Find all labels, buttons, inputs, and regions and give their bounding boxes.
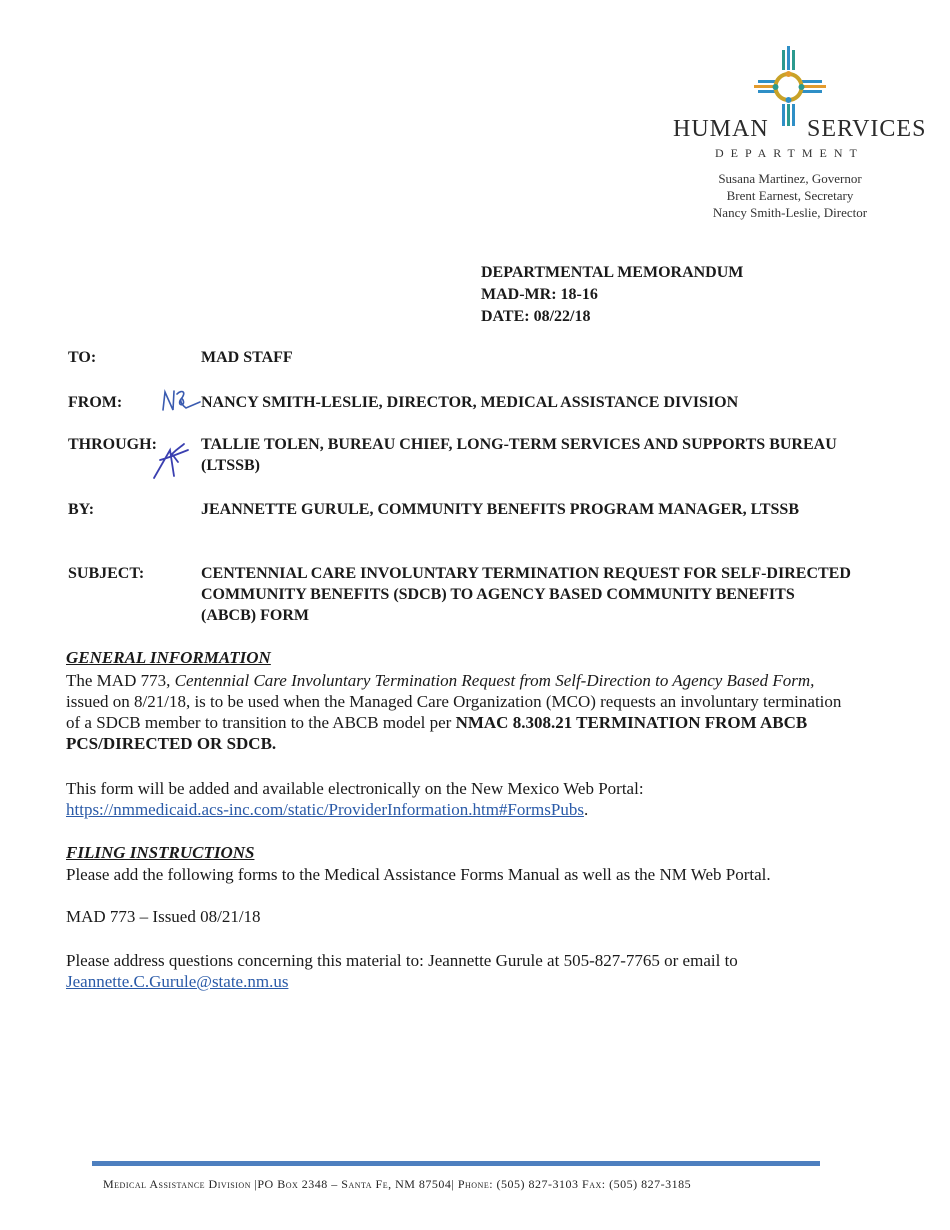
official-governor: Susana Martinez, Governor bbox=[718, 171, 862, 186]
through-label: THROUGH: bbox=[68, 436, 157, 453]
general-p1-middle: issued on 8/21/18, is to be used when the Managed Care Organization (MCO) requests an involuntary termination of a SDCB member to transition to the ABCB model per bbox=[66, 692, 842, 732]
footer-divider bbox=[92, 1161, 820, 1166]
memo-number-label: MAD-MR: bbox=[481, 286, 561, 303]
web-portal-text: This form will be added and available electronically on the New Mexico Web Portal: bbox=[66, 779, 644, 798]
subject-value: CENTENNIAL CARE INVOLUNTARY TERMINATION REQUEST FOR SELF-DIRECTED COMMUNITY BENEFITS (SDCB) TO AGENCY BASED COMMUNITY BENEFITS (ABCB) FORM bbox=[201, 565, 851, 624]
filing-instructions-text: Please add the following forms to the Medical Assistance Forms Manual as well as the NM Web Portal. bbox=[66, 865, 771, 884]
filing-instructions-heading: FILING INSTRUCTIONS bbox=[66, 843, 255, 862]
form-issued-line: MAD 773 – Issued 08/21/18 bbox=[66, 907, 261, 926]
web-portal-link[interactable]: https://nmmedicaid.acs-inc.com/static/ProviderInformation.htm#FormsPubs bbox=[66, 800, 584, 819]
memo-type: DEPARTMENTAL MEMORANDUM bbox=[481, 264, 744, 281]
through-initials-signature bbox=[152, 440, 192, 482]
brand-subtitle: DEPARTMENT bbox=[715, 146, 864, 160]
general-p1-start: The MAD 773, bbox=[66, 671, 175, 690]
contact-text: Please address questions concerning this material to: Jeannette Gurule at 505-827-7765 or email to bbox=[66, 951, 738, 970]
memo-number: 18-16 bbox=[560, 286, 598, 303]
web-portal-period: . bbox=[583, 800, 589, 819]
contact-paragraph bbox=[66, 950, 856, 992]
official-director: Nancy Smith-Leslie, Director bbox=[712, 205, 868, 220]
memo-heading bbox=[481, 262, 743, 328]
general-information-paragraph bbox=[66, 670, 856, 754]
from-label: FROM: bbox=[68, 394, 123, 411]
hsd-logo bbox=[670, 46, 927, 166]
general-information-heading: GENERAL INFORMATION bbox=[66, 648, 271, 667]
through-value: TALLIE TOLEN, BUREAU CHIEF, LONG-TERM SERVICES AND SUPPORTS BUREAU (LTSSB) bbox=[201, 436, 837, 474]
official-secretary: Brent Earnest, Secretary bbox=[726, 188, 854, 203]
contact-email-link[interactable]: Jeannette.C.Gurule@state.nm.us bbox=[66, 972, 289, 991]
to-label: TO: bbox=[68, 349, 97, 366]
to-value: MAD STAFF bbox=[201, 349, 293, 366]
footer-address: Medical Assistance Division |PO Box 2348 – Santa Fe, NM 87504| Phone: (505) 827-3103 Fax: (505) 827-3185 bbox=[103, 1177, 692, 1191]
nmac-reference: NMAC 8.308.21 TERMINATION FROM ABCB PCS/DIRECTED OR SDCB. bbox=[66, 713, 808, 753]
brand-left: HUMAN bbox=[673, 116, 769, 142]
zia-sun-logo-icon bbox=[750, 46, 830, 126]
subject-label: SUBJECT: bbox=[68, 565, 145, 582]
brand-right: SERVICES bbox=[807, 116, 927, 142]
web-portal-paragraph bbox=[66, 778, 856, 820]
by-label: BY: bbox=[68, 501, 95, 518]
by-value: JEANNETTE GURULE, COMMUNITY BENEFITS PROGRAM MANAGER, LTSSB bbox=[201, 501, 799, 518]
from-value: NANCY SMITH-LESLIE, DIRECTOR, MEDICAL ASSISTANCE DIVISION bbox=[201, 394, 739, 411]
memo-date: DATE: 08/22/18 bbox=[481, 308, 591, 325]
officials-list bbox=[690, 170, 890, 221]
memo-number-line bbox=[481, 284, 743, 306]
form-title: Centennial Care Involuntary Termination Request from Self-Direction to Agency Based Form, bbox=[174, 671, 815, 690]
from-initials-signature bbox=[160, 388, 202, 414]
